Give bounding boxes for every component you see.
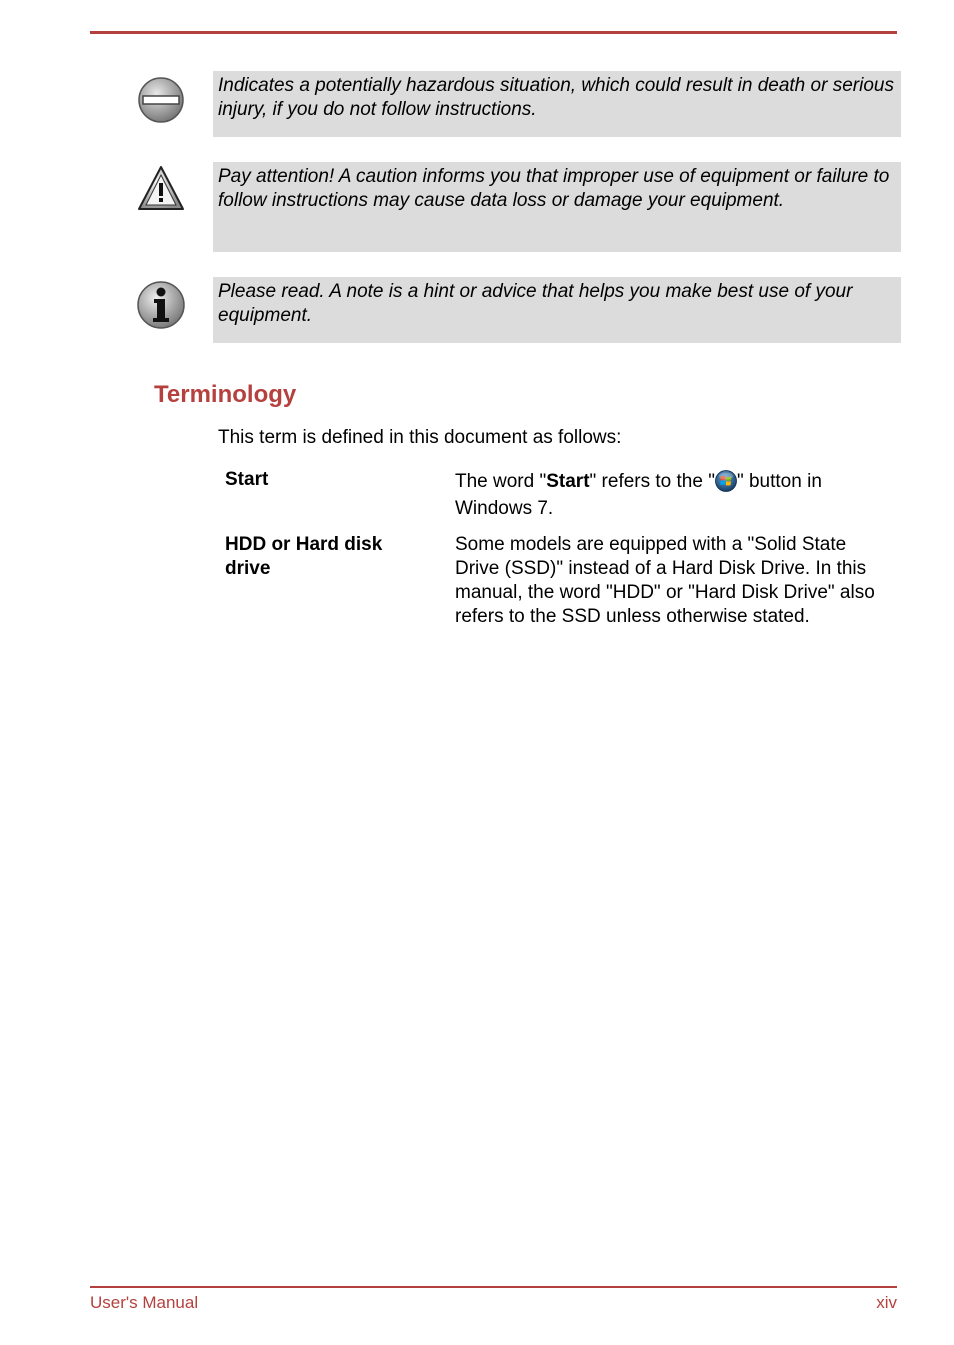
notice-text: Please read. A note is a hint or advice that helps you make best use of your equipment.: [218, 281, 853, 326]
caution-icon: [136, 164, 186, 214]
definition-text: " refers to the ": [589, 471, 715, 492]
warning-notice: [213, 71, 901, 137]
definition-text: The word ": [455, 471, 547, 492]
footer-rule: [90, 1286, 897, 1288]
page-number: xiv: [876, 1293, 897, 1312]
section-heading: Terminology: [154, 381, 297, 408]
term-hdd: HDD or Hard disk drive: [225, 534, 383, 579]
definition-bold: Start: [546, 471, 590, 492]
note-notice: [213, 277, 901, 343]
footer-title: User's Manual: [90, 1293, 199, 1312]
header-rule: [90, 31, 897, 34]
windows-start-icon: [715, 470, 737, 492]
section-intro: This term is defined in this document as follows:: [218, 427, 622, 448]
note-icon: [136, 280, 186, 330]
definition-start: [455, 468, 895, 522]
notice-text: Pay attention! A caution informs you that improper use of equipment or failure to follow instructions may cause data loss or damage your equipment.: [218, 166, 890, 211]
definition-hdd: Some models are equipped with a "Solid State Drive (SSD)" instead of a Hard Disk Drive. In this manual, the word "HDD" or "Hard Disk Drive" also refers to the SSD unless otherwise stated.: [455, 534, 875, 627]
caution-notice: [213, 162, 901, 252]
term-start: Start: [225, 469, 269, 490]
danger-icon: [136, 75, 186, 125]
definition-text: " button in Windows 7.: [455, 471, 822, 519]
notice-text: Indicates a potentially hazardous situation, which could result in death or serious injury, if you do not follow instructions.: [218, 75, 894, 120]
